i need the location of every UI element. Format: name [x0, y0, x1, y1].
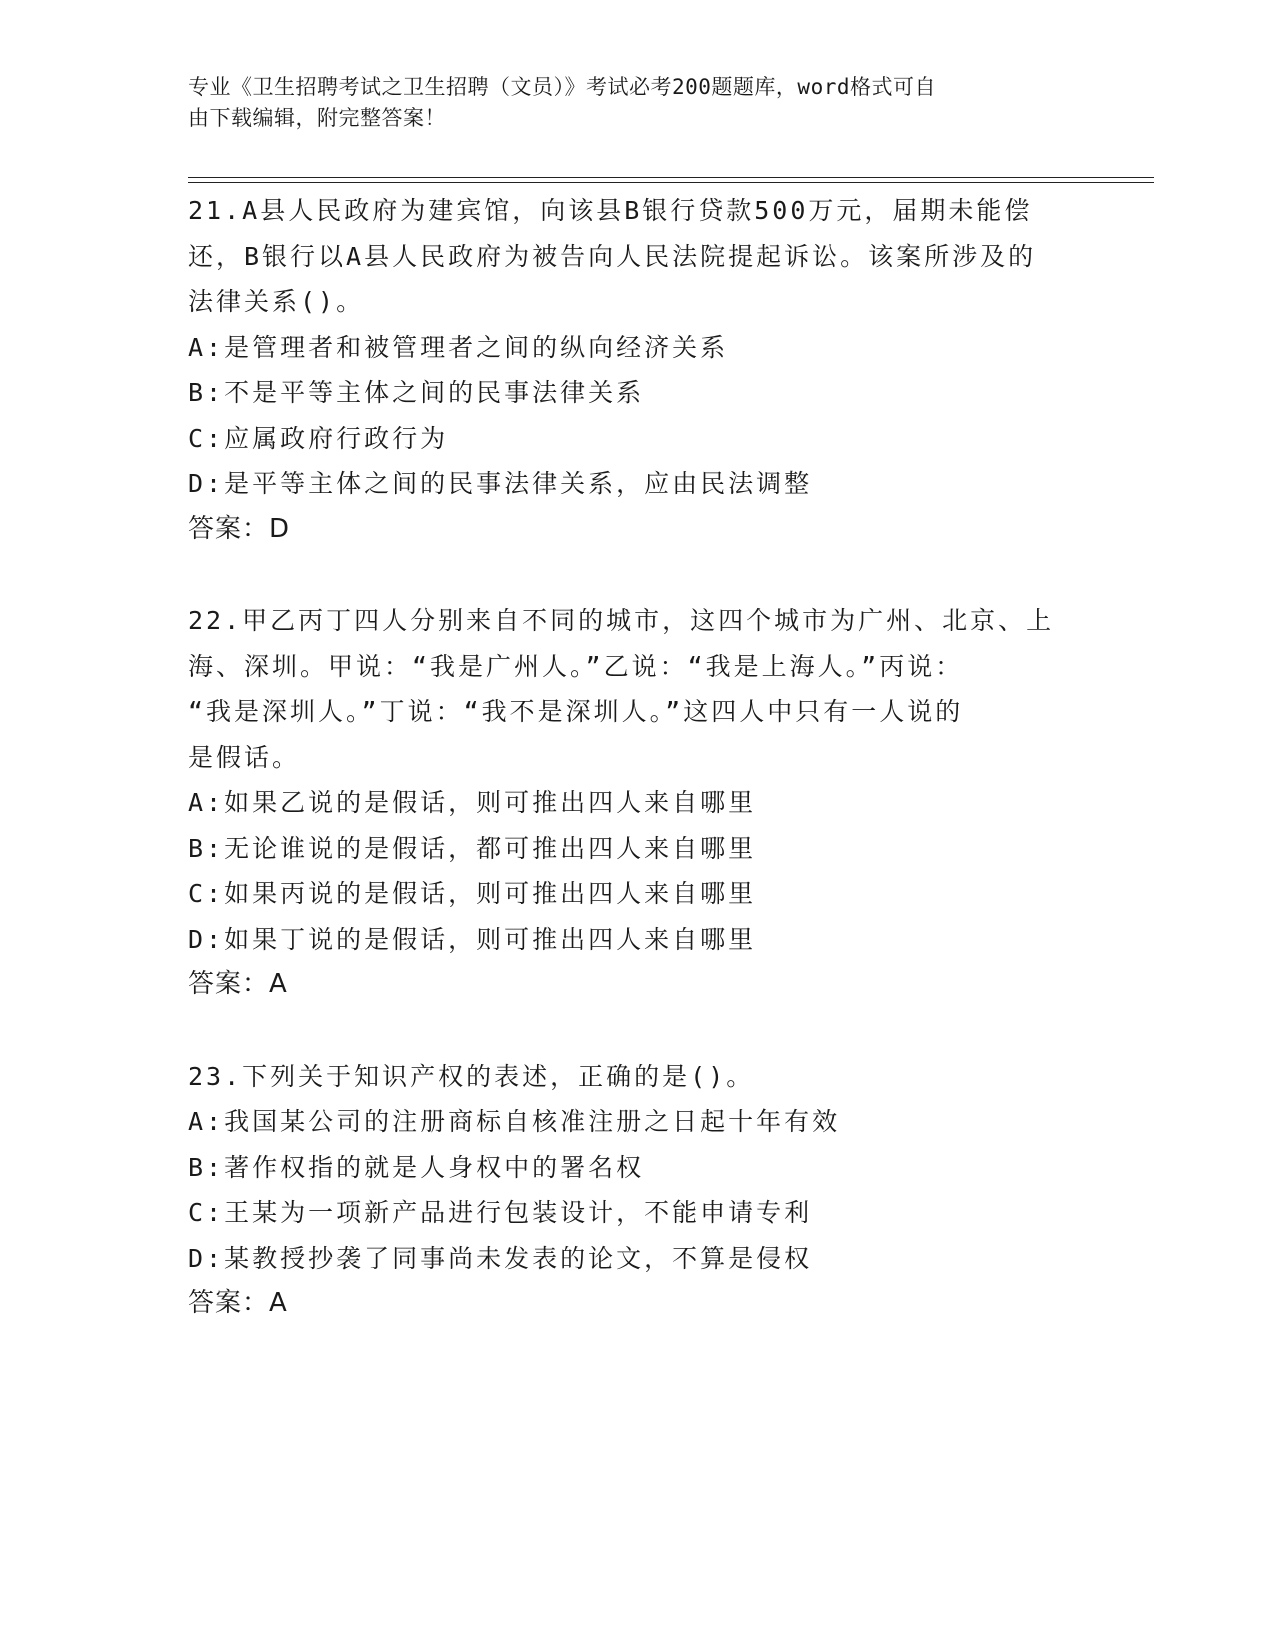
option-d: D:某教授抄袭了同事尚未发表的论文，不算是侵权	[188, 1243, 813, 1273]
header-line: 由下载编辑，附完整答案！	[188, 106, 446, 130]
header-line: 专业《卫生招聘考试之卫生招聘（文员）》考试必考200题题库，word格式可自	[188, 75, 936, 99]
option-a: A:我国某公司的注册商标自核准注册之日起十年有效	[188, 1107, 841, 1136]
question-spacer	[188, 552, 1128, 598]
option-d: D:是平等主体之间的民事法律关系，应由民法调整	[188, 469, 813, 498]
answer-line: 答案：D	[188, 513, 291, 544]
option-a: A:如果乙说的是假话，则可推出四人来自哪里	[188, 788, 757, 817]
question-stem-line: 21.A县人民政府为建宾馆，向该县B银行贷款500万元，届期未能偿	[188, 196, 1033, 225]
option-c: C:应属政府行政行为	[188, 423, 449, 453]
option-b: B:著作权指的就是人身权中的署名权	[188, 1152, 645, 1182]
option-d: D:如果丁说的是假话，则可推出四人来自哪里	[188, 924, 757, 954]
question-spacer	[188, 1008, 1128, 1054]
question-23	[188, 1054, 1128, 1327]
question-22	[188, 598, 1128, 1008]
question-stem-line: 22.甲乙丙丁四人分别来自不同的城市，这四个城市为广州、北京、上	[188, 606, 1055, 635]
answer-line: 答案：A	[188, 1288, 288, 1318]
document-header	[188, 72, 1088, 134]
question-stem-line: 海、深圳。甲说：“我是广州人。”乙说：“我是上海人。”丙说：	[188, 651, 964, 681]
option-b: B:无论谁说的是假话，都可推出四人来自哪里	[188, 833, 757, 863]
option-c: C:王某为一项新产品进行包装设计，不能申请专利	[188, 1198, 813, 1227]
question-stem-line: 23.下列关于知识产权的表述，正确的是()。	[188, 1061, 755, 1091]
option-c: C:如果丙说的是假话，则可推出四人来自哪里	[188, 879, 757, 908]
answer-line: 答案：A	[188, 969, 288, 999]
option-a: A:是管理者和被管理者之间的纵向经济关系	[188, 332, 729, 362]
header-divider-top	[188, 177, 1154, 178]
question-stem-line: 是假话。	[188, 742, 301, 772]
option-b: B:不是平等主体之间的民事法律关系	[188, 378, 645, 407]
question-list	[188, 188, 1128, 1327]
question-stem-line: 还，B银行以A县人民政府为被告向人民法院提起诉讼。该案所涉及的	[188, 241, 1037, 271]
question-stem-line: 法律关系()。	[188, 287, 365, 316]
header-divider-bottom	[188, 182, 1154, 183]
question-21	[188, 188, 1128, 552]
question-stem-line: “我是深圳人。”丁说：“我不是深圳人。”这四人中只有一人说的	[188, 697, 964, 726]
